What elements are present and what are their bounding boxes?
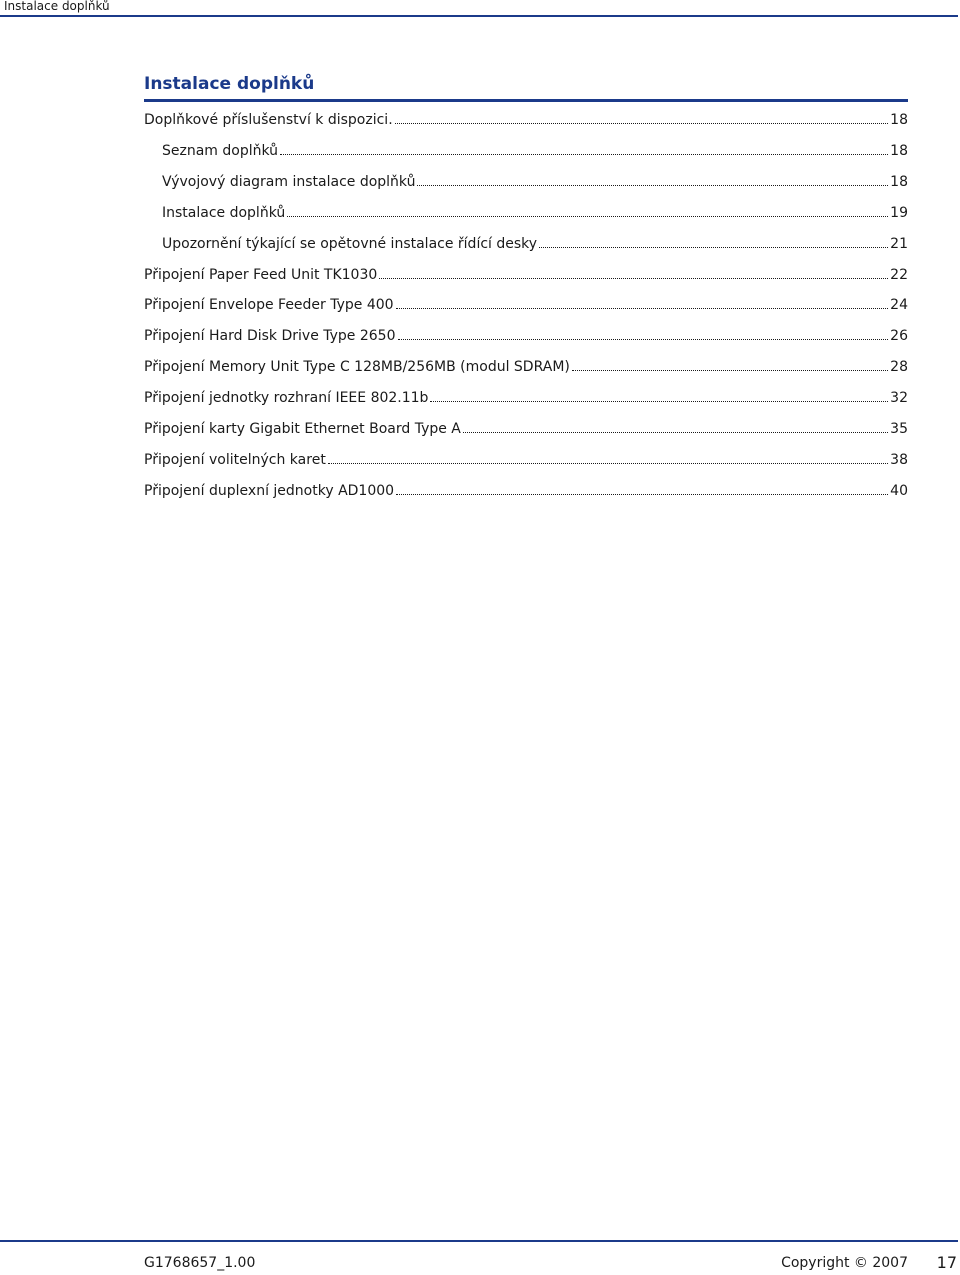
toc-entry-label: Upozornění týkající se opětovné instalace řídící desky <box>162 236 538 252</box>
toc-entry[interactable] <box>144 420 908 438</box>
title-rule <box>144 99 908 102</box>
toc-entry[interactable] <box>144 266 908 284</box>
toc-dot-leader <box>328 463 888 464</box>
toc-dot-leader <box>572 370 888 371</box>
toc-entry-page-number: 18 <box>890 174 908 190</box>
running-header: Instalace doplňků <box>4 0 110 13</box>
toc-dot-leader <box>395 123 889 124</box>
toc-entry-label: Vývojový diagram instalace doplňků <box>162 174 416 190</box>
toc-dot-leader <box>398 339 889 340</box>
footer-rule <box>0 1240 958 1242</box>
toc-entry[interactable] <box>162 204 908 222</box>
header-rule <box>0 15 958 17</box>
toc-entry[interactable] <box>162 235 908 253</box>
toc-dot-leader <box>463 432 888 433</box>
toc-entry-page-number: 18 <box>890 112 908 128</box>
section-title: Instalace doplňků <box>144 74 315 94</box>
toc-entry-label: Připojení Hard Disk Drive Type 2650 <box>144 328 396 344</box>
toc-entry[interactable] <box>144 327 908 345</box>
toc-entry-page-number: 24 <box>890 297 908 313</box>
toc-entry-label: Připojení karty Gigabit Ethernet Board Type A <box>144 421 461 437</box>
toc-entry-label: Připojení Memory Unit Type C 128MB/256MB (modul SDRAM) <box>144 359 570 375</box>
toc-entry-label: Instalace doplňků <box>162 205 286 221</box>
toc-entry-label: Seznam doplňků <box>162 143 279 159</box>
toc-entry-page-number: 18 <box>890 143 908 159</box>
toc-dot-leader <box>539 247 888 248</box>
toc-entry[interactable] <box>144 482 908 500</box>
toc-entry-page-number: 38 <box>890 452 908 468</box>
toc-entry-page-number: 28 <box>890 359 908 375</box>
toc-entry-label: Doplňkové příslušenství k dispozici. <box>144 112 393 128</box>
toc-dot-leader <box>379 278 888 279</box>
toc-entry-label: Připojení Paper Feed Unit TK1030 <box>144 267 378 283</box>
toc-dot-leader <box>430 401 888 402</box>
toc-entry[interactable] <box>144 451 908 469</box>
toc-dot-leader <box>280 154 888 155</box>
toc-entry[interactable] <box>162 142 908 160</box>
toc-entry-page-number: 32 <box>890 390 908 406</box>
toc-entry[interactable] <box>144 296 908 314</box>
toc-entry-page-number: 35 <box>890 421 908 437</box>
toc-dot-leader <box>396 308 889 309</box>
toc-dot-leader <box>396 494 888 495</box>
toc-entry-label: Připojení jednotky rozhraní IEEE 802.11b <box>144 390 429 406</box>
toc-entry[interactable] <box>162 173 908 191</box>
toc-entry[interactable] <box>144 358 908 376</box>
footer-page-number: 17 <box>936 1253 957 1272</box>
toc-entry[interactable] <box>144 111 908 129</box>
toc-entry-label: Připojení Envelope Feeder Type 400 <box>144 297 394 313</box>
toc-entry-label: Připojení duplexní jednotky AD1000 <box>144 483 395 499</box>
toc-entry-page-number: 40 <box>890 483 908 499</box>
toc-entry-page-number: 26 <box>890 328 908 344</box>
footer-copyright: Copyright © 2007 <box>781 1255 908 1271</box>
toc-entry-page-number: 21 <box>890 236 908 252</box>
toc-entry-label: Připojení volitelných karet <box>144 452 326 468</box>
toc-entry-page-number: 19 <box>890 205 908 221</box>
toc-dot-leader <box>287 216 888 217</box>
toc-dot-leader <box>417 185 888 186</box>
footer-document-id: G1768657_1.00 <box>144 1255 256 1271</box>
toc-entry-page-number: 22 <box>890 267 908 283</box>
toc-entry[interactable] <box>144 389 908 407</box>
